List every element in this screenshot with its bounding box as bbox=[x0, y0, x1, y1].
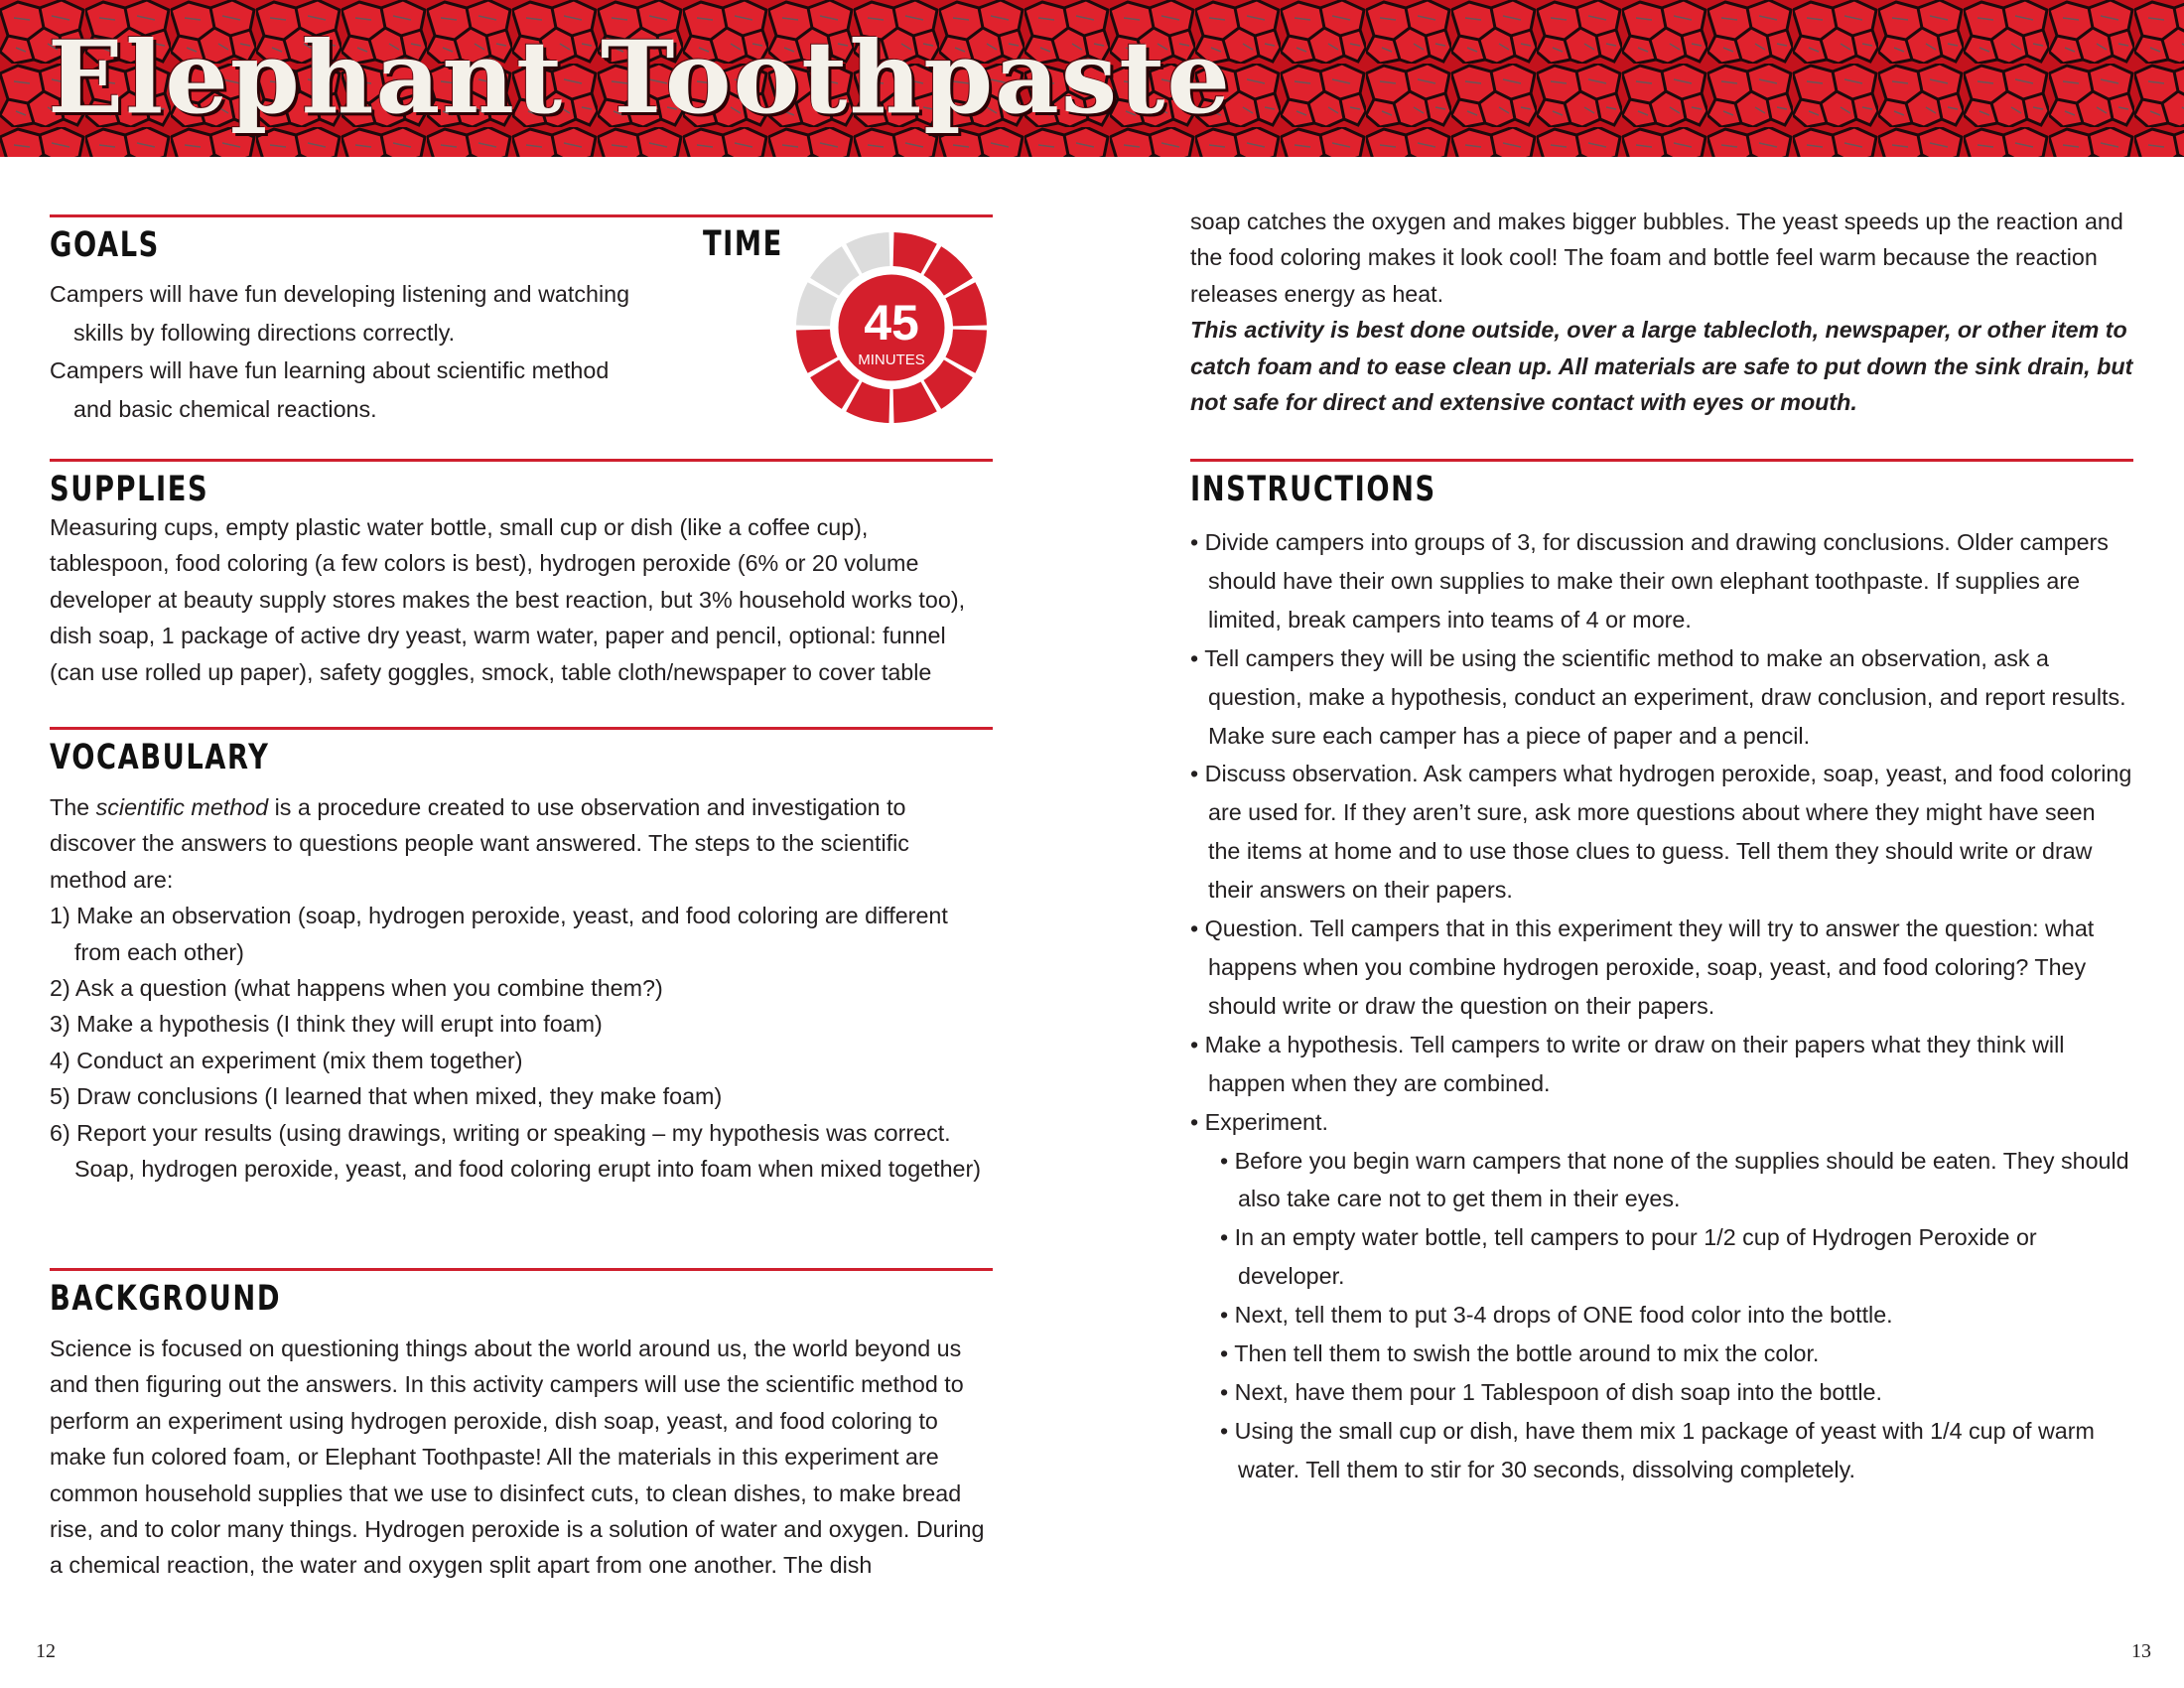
instructions-section bbox=[1190, 459, 2133, 1489]
background-continued-text: soap catches the oxygen and makes bigger bubbles. The yeast speeds up the reaction and the food coloring makes it look cool! The foam and bottle feel warm because the reaction releases energy as heat. bbox=[1190, 209, 2123, 307]
instruction-item: • Discuss observation. Ask campers what hydrogen peroxide, soap, yeast, and food coloring are used for. If they aren’t sure, ask more questions about where they might have seen the items at home and to use those clues to guess. Tell them they should write or draw their answers on their papers. bbox=[1190, 761, 2132, 904]
instructions-rule bbox=[1190, 459, 2133, 462]
vocabulary-heading: VOCABULARY bbox=[50, 738, 270, 777]
vocabulary-step: 4) Conduct an experiment (mix them together) bbox=[50, 1047, 523, 1073]
safety-note: This activity is best done outside, over a large tablecloth, newspaper, or other item to catch foam and to ease clean up. All materials are safe to put down the sink drain, but not safe for direct and extensive contact with eyes or mouth. bbox=[1190, 317, 2133, 416]
instructions-heading: INSTRUCTIONS bbox=[1190, 470, 1436, 509]
instruction-item: • Divide campers into groups of 3, for discussion and drawing conclusions. Older campers should have their own supplies to make their own elephant toothpaste. If supplies are limited, break campers into teams of 4 or more. bbox=[1190, 529, 2109, 633]
goal-item: Campers will have fun developing listening and watching skills by following directions correctly. bbox=[50, 281, 630, 346]
supplies-heading: SUPPLIES bbox=[50, 470, 209, 509]
time-number: 45 bbox=[864, 295, 919, 351]
background-continued bbox=[1190, 204, 2133, 420]
background-heading: BACKGROUND bbox=[50, 1279, 282, 1319]
instruction-item: • Question. Tell campers that in this experiment they will try to answer the question: what happens when you combine hydrogen peroxide, soap, yeast, and food coloring? They should write or draw the question on their papers. bbox=[1190, 915, 2095, 1019]
vocabulary-step: 6) Report your results (using drawings, writing or speaking – my hypothesis was correct. Soap, hydrogen peroxide, yeast, and food coloring erupt into foam when mixed together) bbox=[50, 1119, 982, 1183]
vocabulary-step: 2) Ask a question (what happens when you combine them?) bbox=[50, 975, 663, 1002]
page-number-right: 13 bbox=[2131, 1640, 2151, 1662]
vocabulary-intro: The scientific method is a procedure created to use observation and investigation to discover the answers to questions people want answered. The steps to the scientific method are: bbox=[50, 794, 909, 893]
goals-rule bbox=[50, 214, 993, 217]
vocabulary-step: 1) Make an observation (soap, hydrogen peroxide, yeast, and food coloring are different from each other) bbox=[50, 903, 948, 965]
instruction-subitem: • Next, tell them to put 3-4 drops of ONE food color into the bottle. bbox=[1220, 1302, 1893, 1329]
instruction-item: • Tell campers they will be using the scientific method to make an observation, ask a question, make a hypothesis, conduct an experiment, draw conclusion, and report results. Make sure each camper has a piece of paper and a pencil. bbox=[1190, 644, 2126, 749]
instruction-item: • Make a hypothesis. Tell campers to write or draw on their papers what they think will happen when they are combined. bbox=[1190, 1031, 2065, 1096]
supplies-rule bbox=[50, 459, 993, 462]
vocabulary-rule bbox=[50, 727, 993, 730]
page-number-left: 12 bbox=[36, 1640, 56, 1662]
instruction-subitem: • Before you begin warn campers that none of the supplies should be eaten. They should also take care not to get them in their eyes. bbox=[1220, 1147, 2129, 1212]
page-title: Elephant Toothpaste bbox=[48, 19, 1233, 136]
vocabulary-step: 3) Make a hypothesis (I think they will erupt into foam) bbox=[50, 1011, 603, 1038]
goals-heading: GOALS bbox=[50, 225, 160, 265]
background-text: Science is focused on questioning things about the world around us, the world beyond us and then figuring out the answers. In this activity campers will use the scientific method to perform an experiment using hydrogen peroxide, dish soap, yeast, and food coloring to make fun colored foam, or Elephant Toothpaste! All the materials in this experiment are common household supplies that we use to disinfect cuts, to clean dishes, to make bread rise, and to color many things. Hydrogen peroxide is a solution of water and oxygen. During a chemical reaction, the water and oxygen split apart from one another. The dish bbox=[50, 1336, 985, 1579]
vocabulary-term: scientific method bbox=[95, 794, 269, 820]
goals-list bbox=[50, 275, 645, 428]
instruction-subitem: • Next, have them pour 1 Tablespoon of dish soap into the bottle. bbox=[1220, 1378, 1882, 1405]
time-dial bbox=[792, 228, 991, 427]
supplies-section bbox=[50, 459, 993, 690]
instruction-item: • Experiment. bbox=[1190, 1108, 1328, 1135]
instruction-subitem: • In an empty water bottle, tell campers to pour 1/2 cup of Hydrogen Peroxide or developer. bbox=[1220, 1224, 2037, 1290]
instruction-subitem: • Then tell them to swish the bottle around to mix the color. bbox=[1220, 1340, 1820, 1367]
header-banner bbox=[0, 0, 2184, 157]
vocabulary-step: 5) Draw conclusions (I learned that when mixed, they make foam) bbox=[50, 1083, 723, 1110]
instructions-list bbox=[1190, 523, 2133, 1489]
supplies-text: Measuring cups, empty plastic water bottle, small cup or dish (like a coffee cup), tablespoon, food coloring (a few colors is best), hydrogen peroxide (6% or 20 volume developer at beauty supply stores makes the best reaction, but 3% household works too), dish soap, 1 package of active dry yeast, warm water, paper and pencil, optional: funnel (can use rolled up paper), safety goggles, smock, table cloth/newspaper to cover table bbox=[50, 514, 966, 685]
background-rule bbox=[50, 1268, 993, 1271]
background-section bbox=[50, 1268, 993, 1584]
instruction-subitem: • Using the small cup or dish, have them mix 1 package of yeast with 1/4 cup of warm water. Tell them to stir for 30 seconds, dissolving completely. bbox=[1220, 1417, 2095, 1482]
time-heading: TIME bbox=[703, 224, 783, 264]
goal-item: Campers will have fun learning about scientific method and basic chemical reactions. bbox=[50, 357, 610, 422]
time-unit: MINUTES bbox=[858, 352, 925, 368]
vocabulary-body bbox=[50, 789, 983, 1187]
vocabulary-section bbox=[50, 727, 993, 1187]
